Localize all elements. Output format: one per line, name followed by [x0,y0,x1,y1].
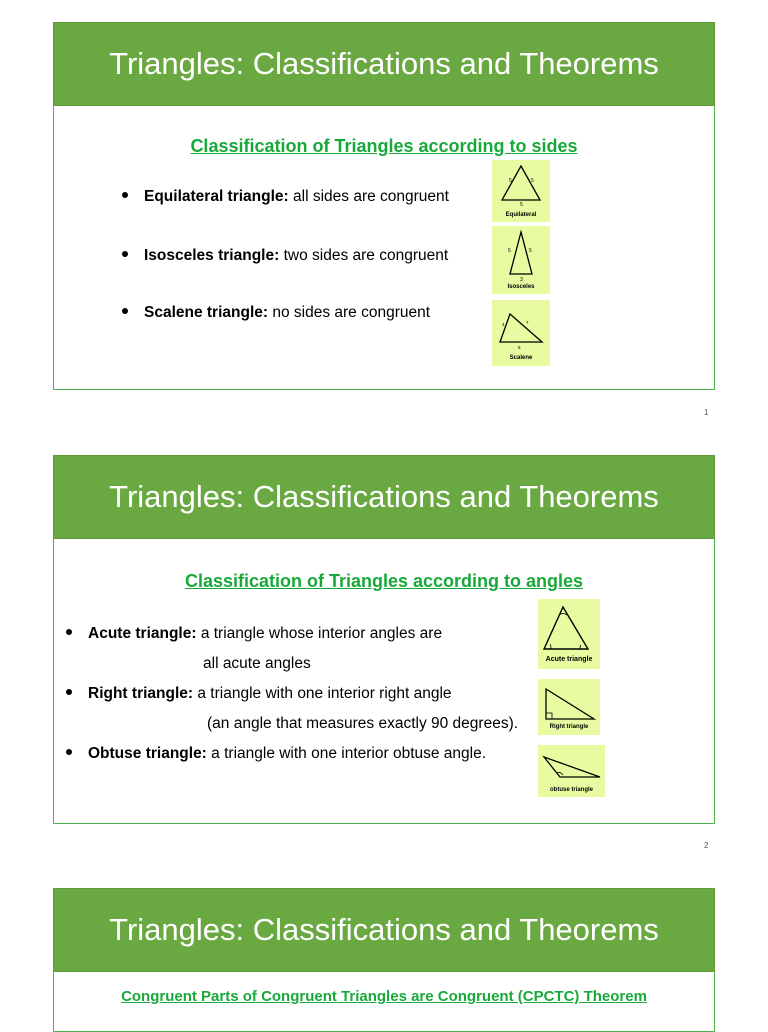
slide-3-header [53,888,715,972]
slide-1-subtitle: Classification of Triangles according to sides [190,136,578,156]
bullet-isosceles [122,247,448,265]
obtuse-triangle-icon [538,745,605,797]
desc-isosceles: two sides are congruent [283,247,449,264]
svg-text:5: 5 [529,248,532,254]
slide-1-title: Triangles: Classifications and Theorems [109,46,659,81]
bullet-equilateral [122,188,449,206]
caption-acute: Acute triangle [545,656,593,663]
desc-scalene: no sides are congruent [272,304,431,321]
svg-text:7: 7 [526,320,529,325]
slide-3-body [53,972,715,1032]
right-triangle-icon [538,679,600,735]
caption-isosceles: Isosceles [507,284,535,290]
slide-2-subtitle: Classification of Triangles according to angles [184,571,584,591]
svg-text:5: 5 [509,178,512,184]
isosceles-triangle-icon [492,226,550,294]
bullet-obtuse [66,745,486,763]
caption-equilateral: Equilateral [505,212,537,218]
bullet-right [66,685,452,703]
svg-text:4: 4 [502,322,505,327]
slide-3-title: Triangles: Classifications and Theorems [109,912,659,947]
term-right: Right triangle: [88,685,194,702]
bullet-dot [66,629,72,635]
bullet-dot [66,689,72,695]
desc-equilateral: all sides are congruent [293,188,449,205]
page-number-1: 1 [704,408,709,417]
svg-text:5: 5 [531,178,534,184]
bullet-dot [122,192,128,198]
bullet-scalene [122,304,430,322]
page-number-2: 2 [704,841,709,850]
slide-3-subtitle: Congruent Parts of Congruent Triangles are Congruent (CPCTC) Theorem [121,988,647,1005]
acute-triangle-icon [538,599,600,669]
scalene-triangle-icon [492,300,550,366]
desc-right: a triangle with one interior right angle [197,685,452,702]
term-scalene: Scalene triangle: [144,304,269,321]
slide-1-header [53,22,715,106]
svg-text:5: 5 [520,202,523,208]
bullet-dot [66,749,72,755]
term-obtuse: Obtuse triangle: [88,745,207,762]
slide-1-body [53,106,715,390]
svg-text:3: 3 [520,277,523,283]
caption-right: Right triangle [549,724,589,730]
svg-text:8: 8 [518,345,521,350]
term-acute: Acute triangle: [88,625,197,642]
equilateral-triangle-icon [492,160,550,222]
slide-2-header [53,455,715,539]
bullet-dot [122,251,128,257]
slide-2-body [53,539,715,824]
bullet-acute [66,625,442,643]
svg-text:5: 5 [508,248,511,254]
desc-acute: a triangle whose interior angles are [200,625,443,642]
desc-acute-cont: all acute angles [203,655,311,672]
desc-obtuse: a triangle with one interior obtuse angle. [211,745,487,762]
desc-right-cont: (an angle that measures exactly 90 degrees). [207,715,519,732]
caption-obtuse: obtuse triangle [549,787,593,793]
caption-scalene: Scalene [509,355,533,361]
slide-2-title: Triangles: Classifications and Theorems [109,479,659,514]
term-equilateral: Equilateral triangle: [144,188,289,205]
bullet-dot [122,308,128,314]
term-isosceles: Isosceles triangle: [144,247,280,264]
